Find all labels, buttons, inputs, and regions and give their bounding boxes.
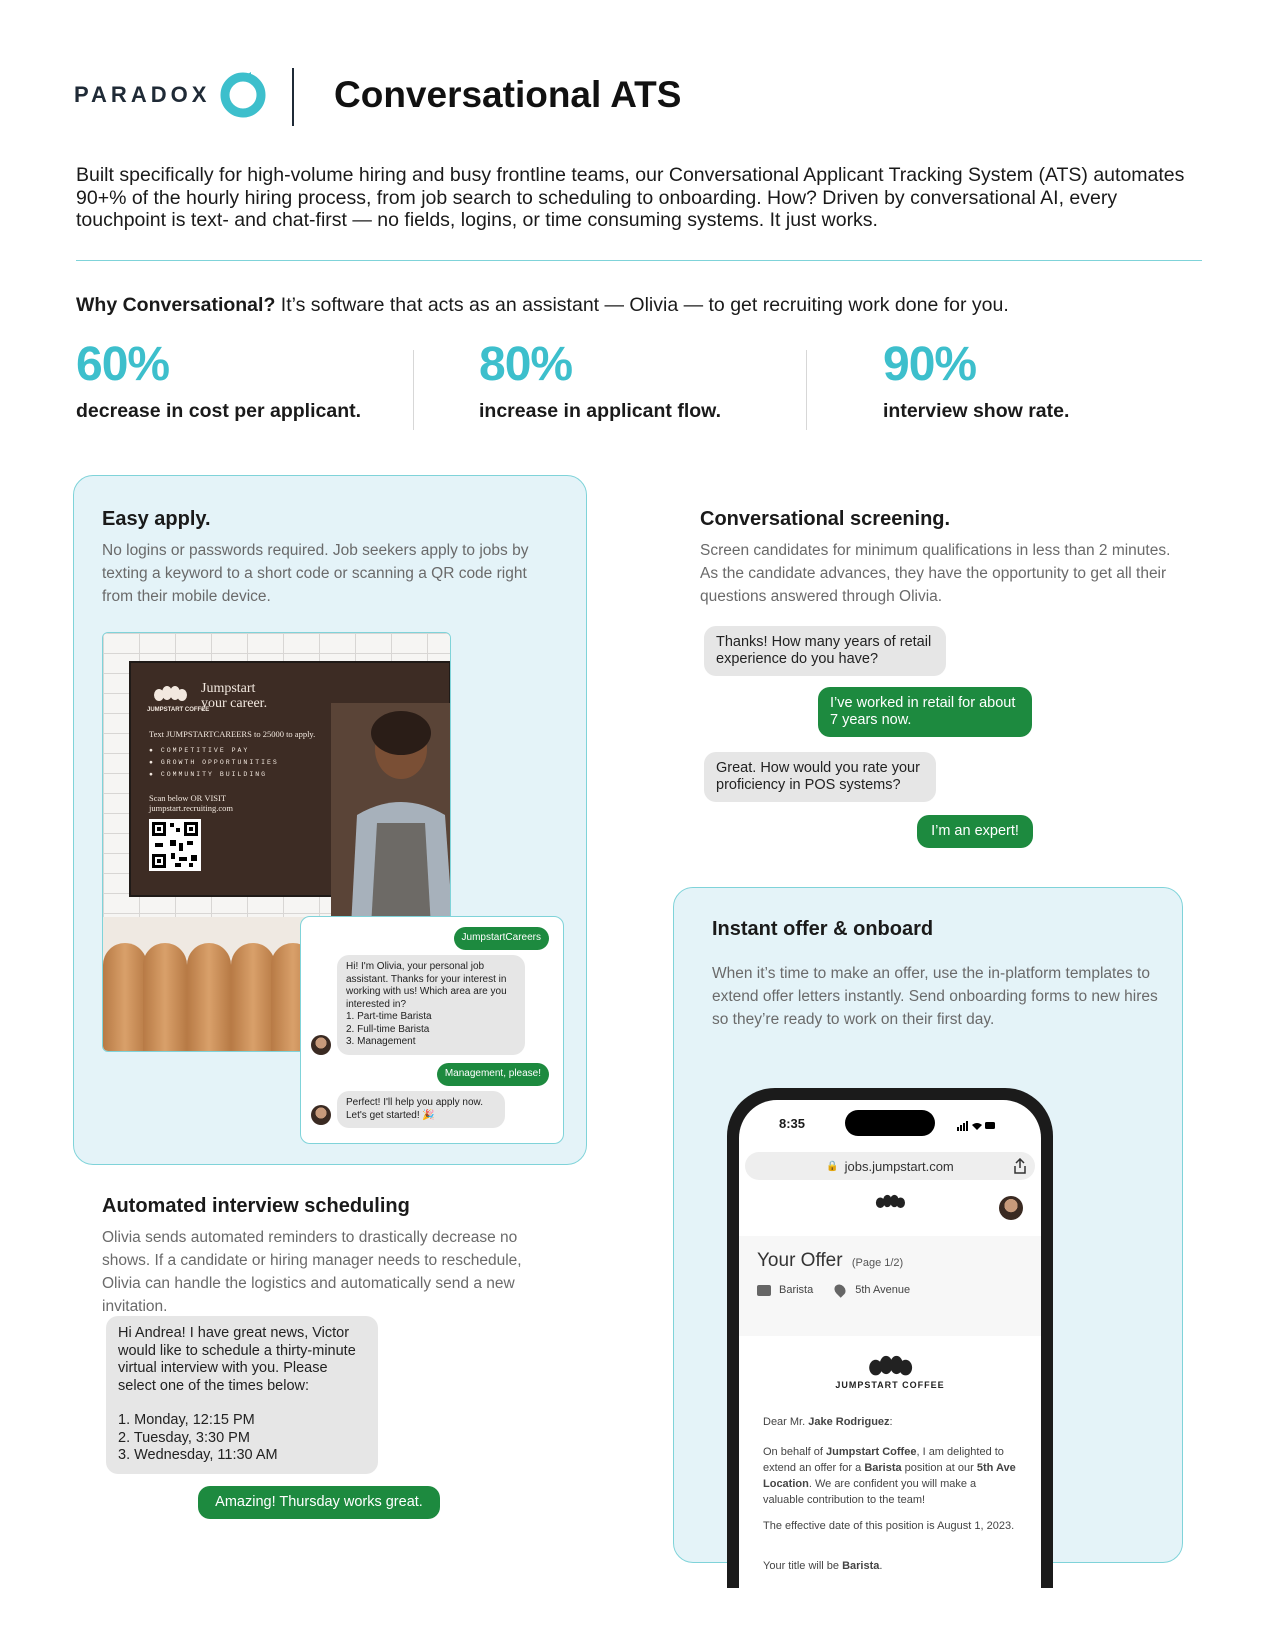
interview-invite-bubble [106, 1316, 378, 1474]
offer-brand: JUMPSTART COFFEE [835, 1380, 945, 1390]
stat-divider [413, 350, 414, 430]
time-option: 3. Wednesday, 11:30 AM [118, 1447, 278, 1463]
lock-icon: 🔒 [826, 1160, 839, 1172]
page-title: Conversational ATS [334, 74, 682, 115]
offer-text: , I am delighted to extend an offer for a [763, 1446, 1004, 1474]
scheduling-title: Automated interview scheduling [102, 1195, 410, 1217]
poster-bullet: COMPETITIVE PAY [160, 747, 250, 754]
candidate-reply-bubble: Amazing! Thursday works great. [198, 1486, 440, 1519]
poster-bullet: COMMUNITY BUILDING [160, 771, 268, 778]
stat-label: interview show rate. [883, 400, 1070, 422]
sms-chat-panel [300, 916, 564, 1144]
screening-title: Conversational screening. [700, 508, 951, 530]
offer-text: position at our [901, 1462, 977, 1474]
easy-apply-title: Easy apply. [102, 508, 211, 530]
poster-scan-line: Scan below OR VISIT [149, 793, 227, 803]
phone-mockup [727, 1088, 1053, 1588]
barista-photo [331, 703, 451, 927]
briefcase-icon [757, 1285, 771, 1296]
page-indicator: (Page 1/2) [851, 1257, 904, 1269]
paradox-logo-icon [218, 70, 268, 120]
candidate-message-bubble: I’ve worked in retail for about 7 years now. [818, 687, 1032, 737]
stat-value: 60% [76, 338, 170, 391]
offer-location-bold: 5th Ave Location [763, 1462, 1016, 1490]
poster-headline-2: your career. [201, 696, 268, 711]
invite-message: Hi Andrea! I have great news, Victor would like to schedule a thirty-minute virtual interview with you. Please select one of the times below: [118, 1325, 356, 1394]
poster-scan [149, 793, 233, 813]
poster-brand: JUMPSTART COFFEE [147, 707, 210, 713]
offer-title-line [763, 1558, 1019, 1574]
status-icons [957, 1120, 997, 1132]
paradox-logo [74, 70, 268, 120]
scheduling-body: Olivia sends automated reminders to drastically decrease no shows. If a candidate or hiring manager needs to reschedule, Olivia can handle the logistics and automatically send a new invitation. [102, 1229, 522, 1315]
section-divider [76, 260, 1202, 261]
greeting-name: Jake Rodriguez [808, 1416, 890, 1428]
offer-heading [757, 1250, 903, 1272]
share-icon[interactable] [1013, 1158, 1027, 1174]
jumpstart-logo-icon [875, 1192, 905, 1210]
logo-wordmark: PARADOX [74, 82, 211, 107]
stat-value: 80% [479, 338, 573, 391]
stat-value: 90% [883, 338, 977, 391]
offer-body: When it’s time to make an offer, use the in-platform templates to extend offer letters instantly. Send onboarding forms to new hires so they’re ready to work on their first day. [712, 965, 1158, 1028]
offer-meta [757, 1282, 910, 1298]
offer-text: Your title will be [763, 1560, 843, 1572]
greeting-suffix: : [889, 1416, 893, 1428]
url-text: jobs.jumpstart.com [844, 1158, 954, 1174]
why-conversational [76, 294, 1009, 317]
poster-headline-1: Jumpstart [201, 681, 256, 696]
phone-screen [739, 1100, 1041, 1588]
easy-apply-body: No logins or passwords required. Job seekers apply to jobs by texting a keyword to a short code or scanning a QR code right from their mobile device. [102, 542, 529, 605]
offer-text: . [879, 1560, 883, 1572]
stat-flow [479, 340, 721, 423]
browser-url-bar[interactable] [745, 1152, 1035, 1180]
dynamic-island [845, 1110, 935, 1136]
time-option: 1. Monday, 12:15 PM [118, 1412, 255, 1428]
offer-paragraph [763, 1444, 1019, 1508]
poster-url: jumpstart.recruiting.com [149, 803, 234, 813]
olivia-message-bubble: Perfect! I'll help you apply now. Let's get started! 🎉 [337, 1091, 505, 1128]
olivia-message-bubble: Great. How would you rate your proficiency in POS systems? [704, 752, 936, 802]
candidate-message-bubble: I’m an expert! [917, 815, 1033, 848]
offer-heading-text: Your Offer [757, 1250, 843, 1271]
qr-code-icon [149, 819, 201, 871]
stat-label: decrease in cost per applicant. [76, 400, 362, 422]
offer-greeting [763, 1414, 1019, 1430]
header-divider [292, 68, 294, 126]
offer-text: . We are confident you will make a valuable contribution to the team! [763, 1478, 977, 1506]
offer-company: Jumpstart Coffee [826, 1446, 917, 1458]
stat-cost [76, 340, 361, 423]
stat-divider [806, 350, 807, 430]
jumpstart-logo-icon [867, 1352, 913, 1378]
poster-text-line: Text JUMPSTARTCAREERS to 25000 to apply. [149, 729, 316, 739]
intro-paragraph: Built specifically for high-volume hiring and busy frontline teams, our Conversational Applicant Tracking System (ATS) automates 90+% of the hourly hiring process, from job search to scheduling to onboarding. How? Driven by conversational AI, every touchpoint is text- and chat-first — no fields, logins, or time consuming systems. It just works. [76, 164, 1185, 231]
greeting-prefix: Dear Mr. [763, 1416, 809, 1428]
offer-location: 5th Avenue [855, 1284, 911, 1296]
jumpstart-logo-icon [153, 683, 187, 703]
offer-role-bold: Barista [864, 1462, 902, 1474]
poster-headline [201, 681, 267, 711]
stat-label: increase in applicant flow. [479, 400, 722, 422]
olivia-avatar [311, 1105, 331, 1125]
screening-body: Screen candidates for minimum qualifications in less than 2 minutes. As the candidate advances, they have the opportunity to get all their questions answered through Olivia. [700, 542, 1171, 605]
offer-role: Barista [779, 1284, 814, 1296]
olivia-message-bubble: Hi! I'm Olivia, your personal job assistant. Thanks for your interest in working with us! Which area are you interested in? 1. Part-time Barista 2. Full-time Barista 3. Management [337, 955, 525, 1055]
keyword-bubble: JumpstartCareers [454, 927, 549, 950]
reply-bubble: Management, please! [437, 1063, 549, 1086]
why-lead: Why Conversational? [76, 294, 276, 316]
why-text: It’s software that acts as an assistant — Olivia — to get recruiting work done for you. [275, 294, 1009, 316]
status-time: 8:35 [779, 1116, 806, 1131]
offer-text: On behalf of [763, 1446, 826, 1458]
location-pin-icon [832, 1282, 848, 1298]
olivia-message-bubble: Thanks! How many years of retail experience do you have? [704, 626, 946, 676]
time-option: 2. Tuesday, 3:30 PM [118, 1429, 250, 1446]
poster-bullet: GROWTH OPPORTUNITIES [160, 759, 279, 766]
offer-effective-date: The effective date of this position is August 1, 2023. [763, 1520, 1015, 1532]
offer-title: Instant offer & onboard [712, 918, 934, 940]
offer-title-bold: Barista [842, 1560, 880, 1572]
stat-show-rate [883, 340, 1069, 423]
poster-bullets: ● COMPETITIVE PAY ● GROWTH OPPORTUNITIES ● COMMUNITY BUILDING [149, 747, 279, 778]
user-avatar[interactable] [999, 1196, 1023, 1220]
olivia-avatar [311, 1035, 331, 1055]
poster-board [129, 661, 451, 897]
